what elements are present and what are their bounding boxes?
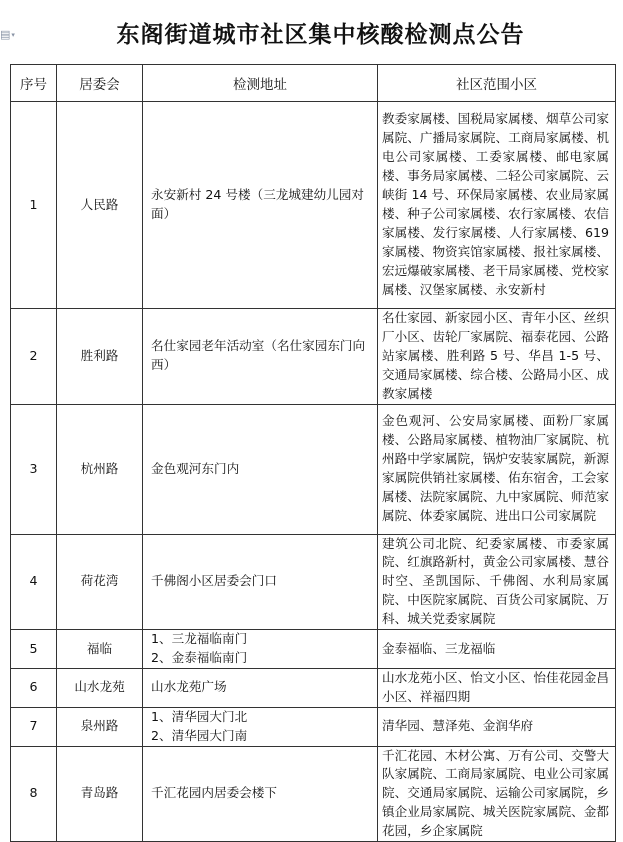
header-no: 序号 — [11, 65, 57, 102]
address-line: 千佛阁小区居委会门口 — [151, 573, 277, 589]
row-no: 2 — [11, 309, 57, 405]
row-address — [143, 534, 378, 630]
row-address — [143, 746, 378, 842]
address-line: 1、清华园大门北 — [151, 708, 248, 724]
testing-sites-table — [10, 64, 616, 842]
row-address — [143, 707, 378, 746]
table-row — [11, 707, 616, 746]
row-committee: 福临 — [57, 630, 143, 669]
row-no: 3 — [11, 404, 57, 534]
row-committee: 泉州路 — [57, 707, 143, 746]
table-row — [11, 746, 616, 842]
table-row — [11, 309, 616, 405]
row-scope: 建筑公司北院、纪委家属楼、市委家属院、红旗路新村，黄金公司家属楼、慧谷时空、圣凯国际、千佛阁、水利局家属院、中医院家属院、百货公司家属院、万科、城关党委家属院 — [378, 534, 616, 630]
row-no: 7 — [11, 707, 57, 746]
header-address: 检测地址 — [143, 65, 378, 102]
row-scope: 千汇花园、木材公寓、万有公司、交警大队家属院、工商局家属院、电业公司家属院、交通局家属院、运输公司家属院，乡镇企业局家属院、城关医院家属院、金都花园，乡企家属院 — [378, 746, 616, 842]
row-scope: 名仕家园、新家园小区、青年小区、丝织厂小区、齿轮厂家属院、福泰花园、公路站家属楼、胜利路 5 号、华昌 1-5 号、交通局家属楼、综合楼、公路局小区、成教家属楼 — [378, 309, 616, 405]
address-line: 永安新村 24 号楼（三龙城建幼儿园对面） — [151, 187, 364, 221]
row-scope: 金泰福临、三龙福临 — [378, 630, 616, 669]
row-scope: 山水龙苑小区、怡文小区、怡佳花园金昌小区、祥福四期 — [378, 668, 616, 707]
row-no: 6 — [11, 668, 57, 707]
table-row — [11, 630, 616, 669]
table-row — [11, 668, 616, 707]
address-line: 名仕家园老年活动室（名仕家园东门向西） — [151, 338, 366, 373]
chevron-down-icon[interactable]: ▾ — [11, 31, 15, 39]
row-address — [143, 309, 378, 405]
address-line: 2、清华园大门南 — [151, 727, 248, 743]
table-row — [11, 404, 616, 534]
row-address — [143, 102, 378, 309]
row-committee: 荷花湾 — [57, 534, 143, 630]
row-address — [143, 668, 378, 707]
row-scope: 金色观河、公安局家属楼、面粉厂家属楼、公路局家属楼、植物油厂家属院、杭州路中学家属院，锅炉安装家属院，新源家属院供销社家属楼、佑东宿舍，工会家属楼、法院家属院、九中家属院、师范家属院、体委家属院、进出口公司家属院 — [378, 404, 616, 534]
address-line: 金色观河东门内 — [151, 460, 240, 476]
table-row — [11, 102, 616, 309]
table-row — [11, 534, 616, 630]
address-line: 2、金泰福临南门 — [151, 649, 248, 665]
row-committee: 青岛路 — [57, 746, 143, 842]
header-scope: 社区范围小区 — [378, 65, 616, 102]
document-icon[interactable]: ▤▾ — [0, 28, 15, 41]
row-no: 5 — [11, 630, 57, 669]
row-no: 8 — [11, 746, 57, 842]
row-address — [143, 404, 378, 534]
address-line: 山水龙苑广场 — [151, 679, 227, 695]
table-header-row — [11, 65, 616, 102]
row-committee: 山水龙苑 — [57, 668, 143, 707]
row-address — [143, 630, 378, 669]
row-scope: 教委家属楼、国税局家属楼、烟草公司家属院、广播局家属院、工商局家属楼、机电公司家属楼、工委家属楼、邮电家属楼、事务局家属楼、二轻公司家属院、云峡街 14 号、环保局家属楼、农业局家属楼、种子公司家属楼、农行家属楼、农信家属楼、发行家属楼、人行家属楼、619 家属楼、物资宾馆家属楼、报社家属楼、宏远爆破家属楼、老干局家属楼、党校家属楼、汉堡家属楼、永安新村 — [378, 102, 616, 309]
row-committee: 胜利路 — [57, 309, 143, 405]
address-line: 1、三龙福临南门 — [151, 631, 248, 647]
row-no: 1 — [11, 102, 57, 309]
row-committee: 杭州路 — [57, 404, 143, 534]
header-committee: 居委会 — [57, 65, 143, 102]
row-no: 4 — [11, 534, 57, 630]
row-committee: 人民路 — [57, 102, 143, 309]
page-title: 东阁街道城市社区集中核酸检测点公告 — [116, 22, 525, 48]
row-scope: 清华园、慧泽苑、金润华府 — [378, 707, 616, 746]
address-line: 千汇花园内居委会楼下 — [151, 785, 277, 801]
